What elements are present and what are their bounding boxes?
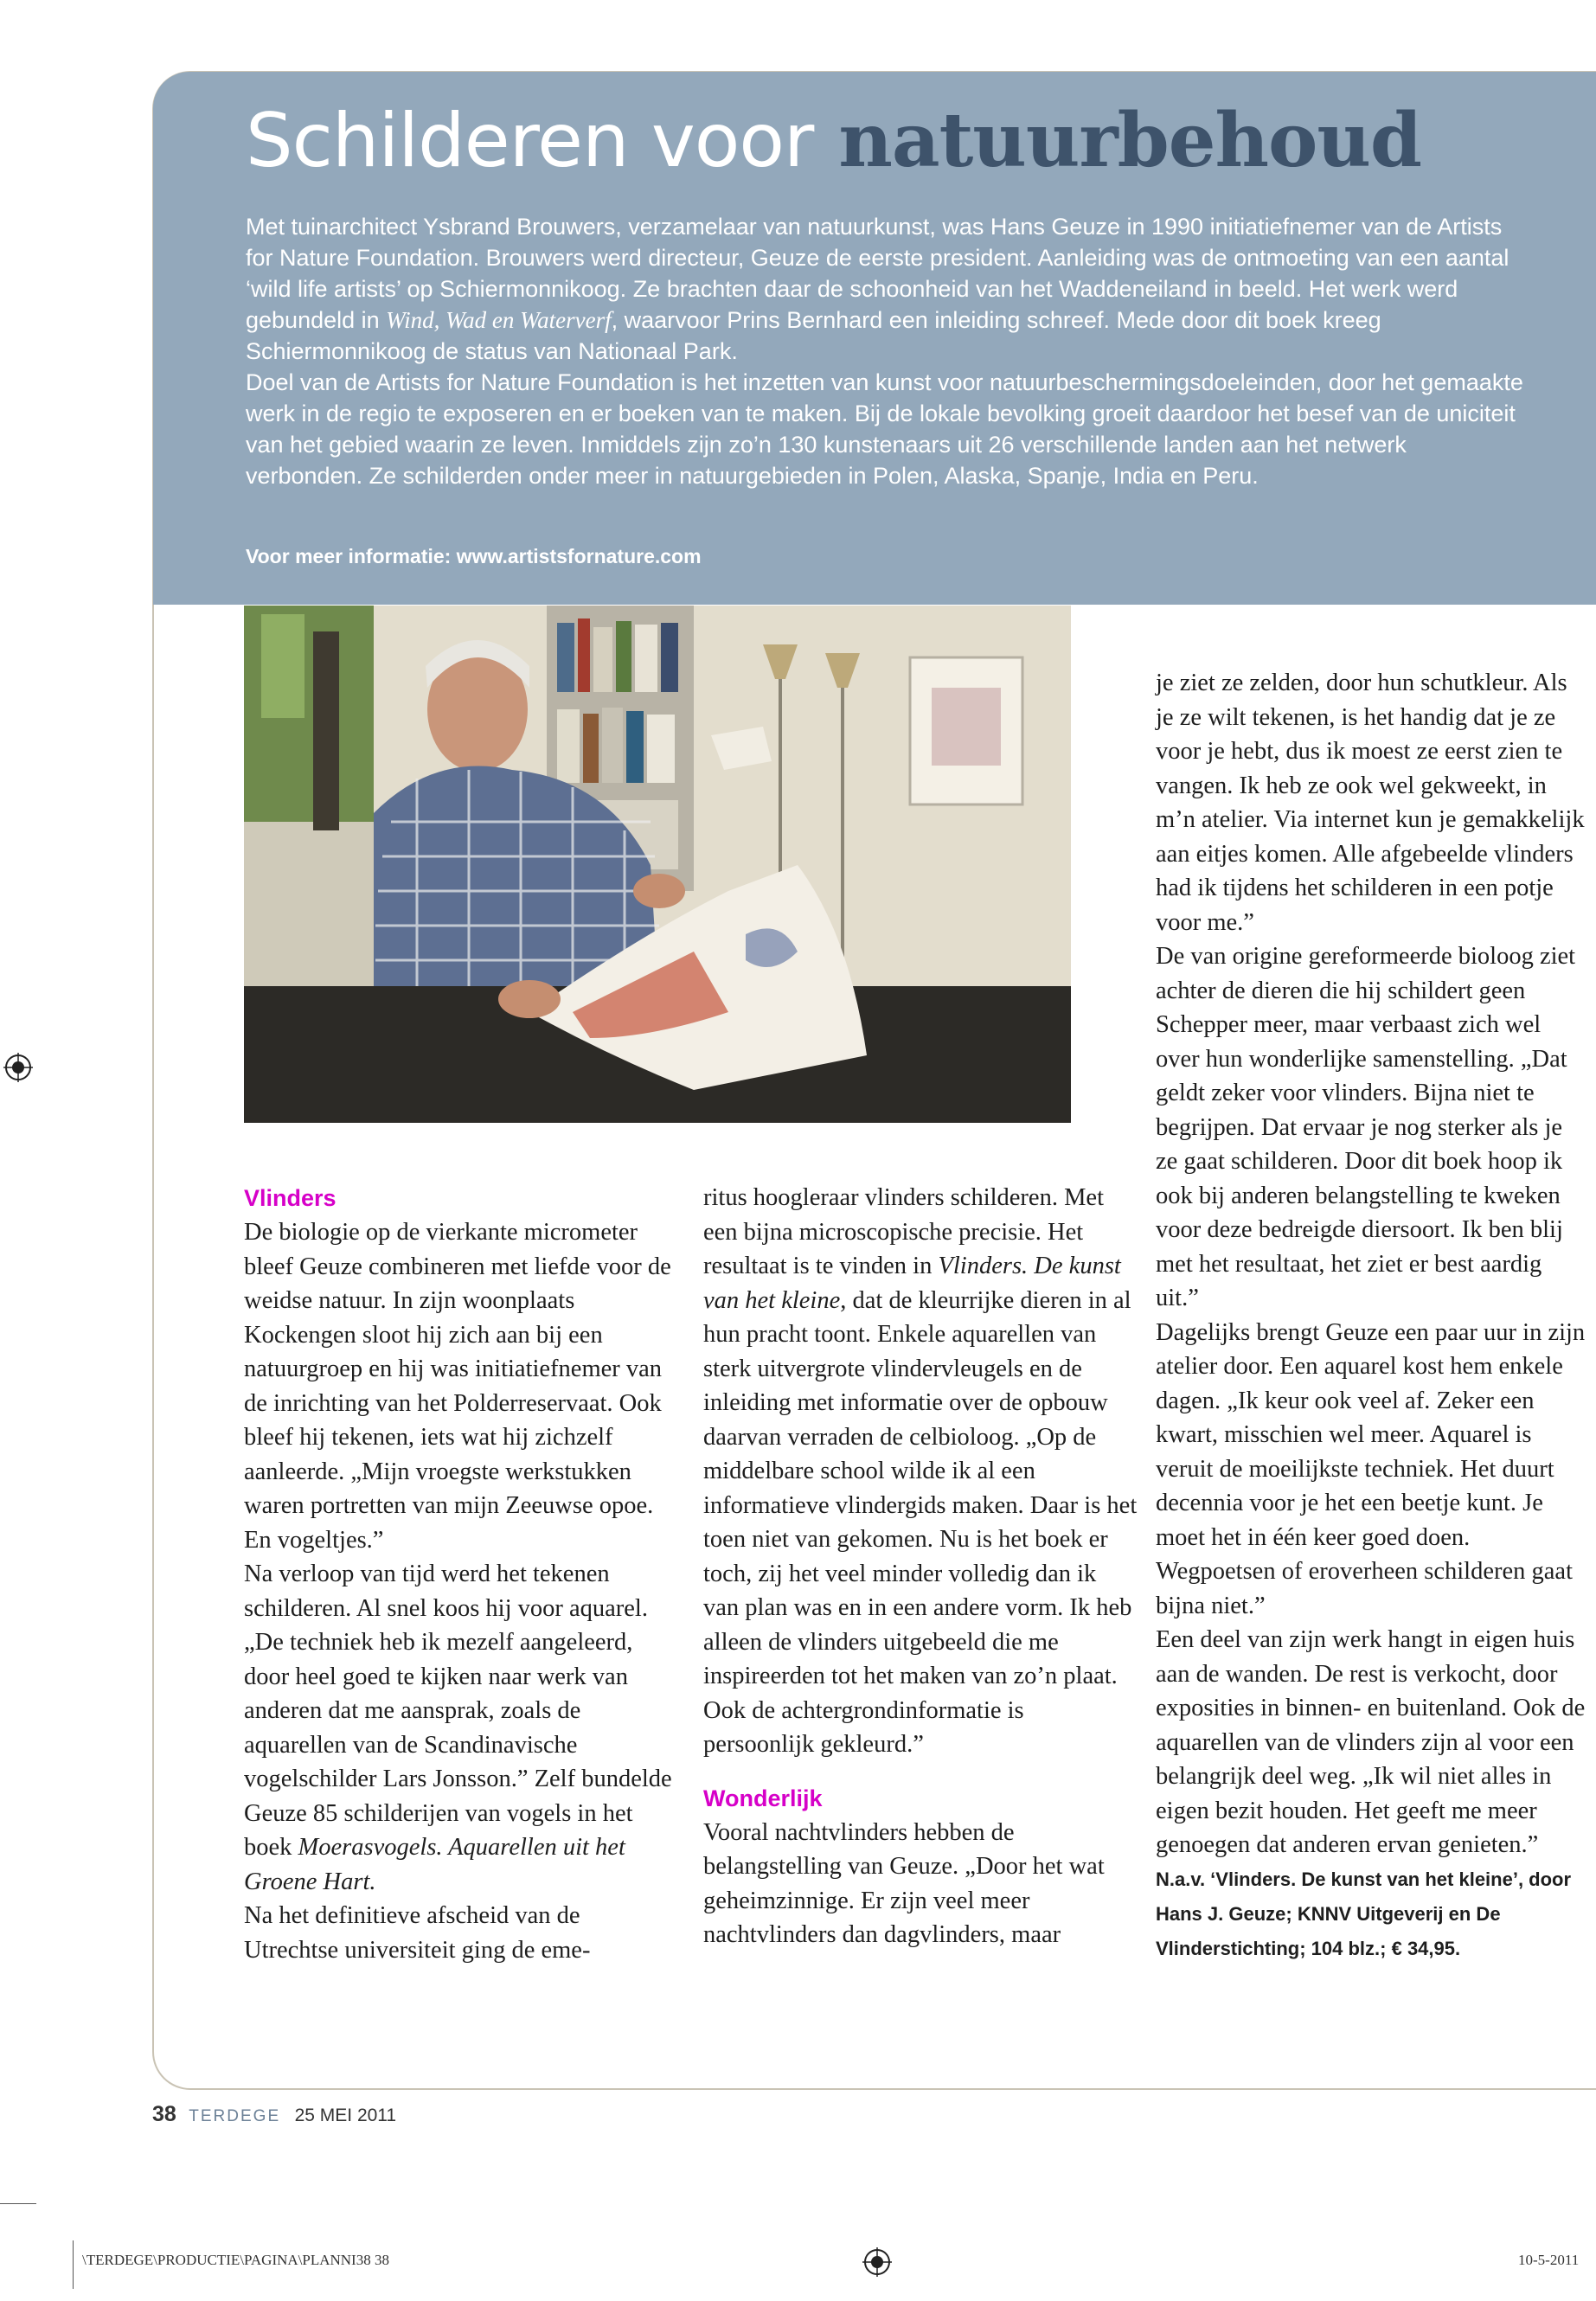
article-photo: [244, 606, 1071, 1123]
col2-paragraph-2: Vooral nachtvlinders hebben de belangstelling van Geuze. „Door het wat geheimzinnige. Er zijn veel meer nachtvlinders dan dagvlinders, maar: [703, 1818, 1105, 1948]
column-1: [244, 1181, 678, 1967]
col1-paragraph-1: De biologie op de vierkante micrometer bleef Geuze combineren met liefde voor de weidse natuur. In zijn woonplaats Kockengen sloot hij zich aan bij een natuurgroep en hij was initiatiefnemer van de inrichting van het Polderreservaat. Ook bleef hij tekenen, iets wat hij zichzelf aanleerde. „Mijn vroegste werkstukken waren portretten van mijn Zeeuwse opoe. En vogeltjes.”: [244, 1219, 671, 1554]
photo-illustration: [244, 606, 1071, 1123]
print-slug-date: 10-5-2011: [1518, 2252, 1580, 2268]
col2-paragraph-1: [703, 1181, 1138, 1762]
magazine-name: TERDEGE: [189, 2107, 281, 2125]
article-title: [246, 97, 1421, 184]
column-2: [703, 1181, 1138, 1952]
col2-p1-text: ritus hoogleraar vlinders schilderen. Met een bijna microscopische precisie. Het resultaat is te vinden in: [703, 1184, 1104, 1279]
col2-p1-text-end: , dat de kleurrijke dieren in al hun pracht toont. Enkele aquarellen van sterk uitvergrote vlindervleugels en de inleiding met informatie over de opbouw daarvan verraden de celbioloog. „Op de middelbare school wilde ik al een informatieve vlindergids maken. Daar is het toen niet van gekomen. Nu is het boek er toch, zij het veel minder volledig dan ik van plan was en in een andere vorm. Ik heb alleen de vlinders uitgebeeld die me inspireerden tot het maken van zo’n plaat. Ook de achtergrondinformatie is persoonlijk gekleurd.”: [703, 1286, 1138, 1758]
registration-mark-icon: [862, 2247, 892, 2277]
col1-p2-text: Na verloop van tijd werd het tekenen schilderen. Al snel koos hij voor aquarel. „De techniek heb ik mezelf aangeleerd, door heel goed te kijken naar werk van anderen dat me aansprak, zoals de aquarellen van de Scandinavische vogelschilder Lars Jonsson.” Zelf bundelde Geuze 85 schilderijen van vogels in het boek: [244, 1561, 672, 1861]
crop-mark-vertical: [73, 2240, 74, 2289]
intro-paragraph-1: [246, 211, 1526, 367]
intro-paragraph-2: Doel van de Artists for Nature Foundation is het inzetten van kunst voor natuurbeschermingsdoeleinden, door het gemaakte werk in de regio te exposeren en er boeken van te maken. Bij de lokale bevolking groeit daardoor het besef van de uniciteit van het gebied waarin ze leven. Inmiddels zijn zo’n 130 kunstenaars uit 26 verschillende landen aan het netwerk verbonden. Ze schilderden onder meer in natuurgebieden in Polen, Alaska, Spanje, India en Peru.: [246, 369, 1523, 489]
page-footer: [152, 2102, 396, 2127]
col1-book-title: Moerasvogels. Aquarellen uit het Groene Hart.: [244, 1834, 625, 1895]
subheading-vlinders: Vlinders: [244, 1185, 337, 1211]
col3-paragraph-3: Dagelijks brengt Geuze een paar uur in zijn atelier door. Een aquarel kost hem enkele dagen. „Ik keur ook veel af. Zeker een kwart, misschien wel meer. Aquarel is veruit de moeilijkste techniek. Het duurt decennia voor je het een beetje kunt. Je moet het in één keer goed doen. Wegpoetsen of eroverheen schilderen gaat bijna niet.”: [1156, 1318, 1586, 1619]
col1-paragraph-2: [244, 1557, 678, 1899]
print-slug-path: \TERDEGE\PRODUCTIE\PAGINA\PLANNI38 38: [82, 2252, 389, 2268]
title-light: Schilderen voor: [246, 98, 814, 184]
book-credit: N.a.v. ‘Vlinders. De kunst van het kleine’, door Hans J. Geuze; KNNV Uitgeverij en De Vlinderstichting; 104 blz.; € 34,95.: [1156, 1868, 1572, 1959]
title-bold: natuurbehoud: [838, 97, 1422, 184]
intro-book-title: Wind, Wad en Waterverf: [386, 307, 612, 333]
intro-p1-text: Met tuinarchitect Ysbrand Brouwers, verzamelaar van natuurkunst, was Hans Geuze in 1990 initiatiefnemer van de Artists for Nature Foundation. Brouwers werd directeur, Geuze de eerste president. Aanleiding was de ontmoeting van een aantal ‘wild life artists’ op Schiermonnikoog. Ze brachten daar de schoonheid van het Waddeneiland in beeld. Het werk werd gebundeld in: [246, 214, 1509, 333]
page-number: 38: [152, 2102, 176, 2126]
col1-paragraph-3: Na het definitieve afscheid van de Utrechtse universiteit ging de eme-: [244, 1902, 591, 1964]
col3-paragraph-4: Een deel van zijn werk hangt in eigen huis aan de wanden. De rest is verkocht, door exposities in binnen- en buitenland. Ook de aquarellen van de vlinders zijn al voor een belangrijk deel weg. „Ik wil niet alles in eigen bezit houden. Het geeft me meer genoegen dat anderen ervan genieten.”: [1156, 1626, 1586, 1858]
intro-p1-text-end: , waarvoor Prins Bernhard een inleiding schreef. Mede door dit boek kreeg Schiermonnikoog de status van Nationaal Park.: [246, 307, 1381, 364]
registration-mark-icon: [3, 1053, 33, 1082]
subheading-wonderlijk: Wonderlijk: [703, 1785, 823, 1811]
issue-date: 25 MEI 2011: [294, 2106, 397, 2125]
more-info: Voor meer informatie: www.artistsfornature.com: [246, 545, 702, 567]
intro-text: [246, 211, 1526, 491]
spacer: [703, 1762, 1138, 1781]
crop-mark-horizontal: [0, 2203, 36, 2204]
col3-paragraph-1: je ziet ze zelden, door hun schutkleur. Als je ze wilt tekenen, is het handig dat je ze voor je hebt, dus ik moest ze eerst zien te vangen. Ik heb ze ook wel gekweekt, in m’n atelier. Via internet kun je gemakkelijk aan eitjes komen. Alle afgebeelde vlinders had ik tijdens het schilderen in een potje voor me.”: [1156, 670, 1585, 936]
col3-paragraph-2: De van origine gereformeerde bioloog ziet achter de dieren die hij schildert geen Schepper meer, maar verbaast zich wel over hun wonderlijke samenstelling. „Dat geldt zeker voor vlinders. Bijna niet te begrijpen. Dat ervaar je nog sterker als je ze gaat schilderen. Door dit boek hoop ik ook bij anderen belangstelling te kweken voor deze bedreigde diersoort. Ik ben blij met het resultaat, het ziet er best aardig uit.”: [1156, 943, 1576, 1311]
col2-book-title: Vlinders. De kunst van het kleine: [703, 1253, 1121, 1314]
column-3: [1156, 666, 1590, 1966]
